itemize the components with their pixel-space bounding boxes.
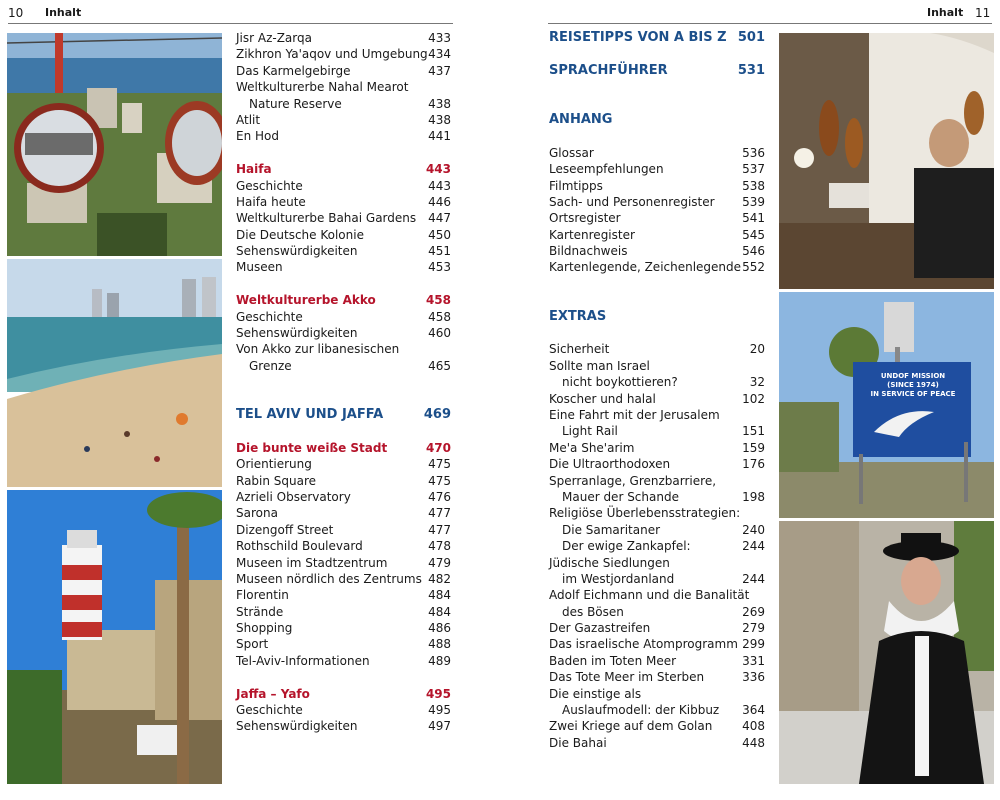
toc-entry-title: Die einstige als [549, 686, 642, 701]
toc-entry-title: nicht boykottieren? [562, 375, 678, 390]
toc-entry-title: Grenze [249, 358, 292, 373]
toc-entry-title: Sehenswürdigkeiten [236, 719, 358, 734]
toc-entry [549, 407, 765, 423]
spacer [236, 669, 451, 685]
un-sign-line2: (SINCE 1974) [887, 381, 939, 389]
toc-entry-title: Rothschild Boulevard [236, 539, 363, 554]
toc-entry-page: 477 [428, 506, 451, 521]
toc-entry-page: 539 [742, 194, 765, 209]
toc-entry-title: Azrieli Observatory [236, 489, 351, 504]
toc-entry-page: 460 [428, 326, 451, 341]
toc-entry-title: Weltkulturerbe Nahal Mearot [236, 80, 409, 95]
spacer [549, 128, 765, 144]
toc-entry-page: 495 [425, 686, 451, 701]
toc-entry-title: Der Gazastreifen [549, 621, 651, 636]
toc-entry-page: 102 [742, 391, 765, 406]
toc-entry [549, 555, 765, 571]
toc-entry [549, 341, 765, 357]
toc-entry-page: 447 [428, 211, 451, 226]
toc-entry-page: 484 [428, 588, 451, 603]
toc-entry-page: 458 [428, 309, 451, 324]
toc-entry-title: Sehenswürdigkeiten [236, 326, 358, 341]
toc-entry-page: 537 [742, 162, 765, 177]
toc-entry-title: im Westjordanland [562, 571, 675, 586]
photo-violin-maker [779, 33, 994, 289]
toc-entry-title: Geschichte [236, 178, 303, 193]
toc-entry-page: 476 [428, 489, 451, 504]
right-header-rule [548, 23, 992, 24]
toc-entry-page: 495 [428, 703, 451, 718]
toc-entry [236, 489, 451, 505]
toc-left-column [236, 30, 451, 735]
un-sign-line1: UNDOF MISSION [880, 372, 946, 380]
toc-entry [236, 30, 451, 46]
right-running-title: Inhalt [927, 6, 964, 19]
toc-entry-page: 488 [428, 637, 451, 652]
toc-entry [549, 620, 765, 636]
toc-entry-page: 159 [742, 440, 765, 455]
toc-entry-page: 475 [428, 473, 451, 488]
toc-entry [236, 505, 451, 521]
toc-entry-page: 497 [428, 719, 451, 734]
toc-entry-title: Haifa heute [236, 194, 306, 209]
toc-entry [549, 686, 765, 702]
toc-entry-title: SPRACHFÜHRER [549, 62, 668, 78]
toc-entry [236, 604, 451, 620]
toc-entry-page: 336 [742, 670, 765, 685]
toc-entry [549, 145, 765, 161]
toc-section-heading [236, 161, 451, 177]
toc-entry-page: 486 [428, 621, 451, 636]
toc-entry-title: Florentin [236, 588, 289, 603]
toc-entry-page: 299 [742, 637, 765, 652]
toc-entry [549, 636, 765, 652]
toc-entry-title: Glossar [549, 145, 594, 160]
toc-entry-title: Sach- und Personenregister [549, 194, 715, 209]
toc-entry [236, 555, 451, 571]
toc-entry-title: Kartenregister [549, 227, 635, 242]
toc-entry-title: EXTRAS [549, 308, 607, 324]
toc-entry [236, 112, 451, 128]
toc-entry [236, 96, 451, 112]
toc-entry [549, 702, 765, 718]
toc-entry-page: 20 [749, 342, 765, 357]
toc-entry [236, 243, 451, 259]
toc-entry-title: Nature Reserve [249, 96, 342, 111]
toc-entry [549, 571, 765, 587]
toc-entry [549, 178, 765, 194]
toc-entry-title: Atlit [236, 112, 261, 127]
toc-entry [549, 522, 765, 538]
toc-entry [236, 210, 451, 226]
toc-entry-page: 331 [742, 653, 765, 668]
toc-entry [549, 587, 765, 603]
toc-entry-title: Die bunte weiße Stadt [236, 440, 388, 455]
toc-entry-title: Sport [236, 637, 269, 652]
photo-undof-sign [779, 292, 994, 518]
toc-entry [549, 210, 765, 226]
toc-entry-page: 32 [749, 375, 765, 390]
toc-entry-page: 450 [428, 227, 451, 242]
left-running-title: Inhalt [45, 6, 82, 19]
toc-entry [549, 653, 765, 669]
toc-entry [236, 718, 451, 734]
toc-entry [236, 178, 451, 194]
toc-entry-page: 465 [428, 358, 451, 373]
toc-entry [236, 128, 451, 144]
toc-entry [549, 604, 765, 620]
toc-entry-page: 244 [742, 539, 765, 554]
toc-entry-page: 478 [428, 539, 451, 554]
toc-entry [549, 718, 765, 734]
toc-entry [236, 309, 451, 325]
toc-main-heading [236, 407, 451, 423]
toc-entry-page: 479 [428, 555, 451, 570]
toc-entry-page: 536 [742, 145, 765, 160]
toc-entry-title: Haifa [236, 162, 272, 177]
toc-entry [236, 358, 451, 374]
toc-entry-title: Die Bahai [549, 735, 607, 750]
toc-entry-title: Geschichte [236, 309, 303, 324]
toc-entry-page: 151 [742, 424, 765, 439]
toc-entry-page: 541 [742, 211, 765, 226]
toc-entry-title: Sarona [236, 506, 278, 521]
toc-entry [549, 440, 765, 456]
toc-entry-title: Tel-Aviv-Informationen [236, 653, 370, 668]
toc-entry [236, 620, 451, 636]
toc-entry-title: Me'a She'arim [549, 440, 635, 455]
toc-entry-title: Filmtipps [549, 178, 603, 193]
toc-entry [236, 587, 451, 603]
toc-entry-title: Kartenlegende, Zeichenlegende [549, 260, 742, 275]
toc-entry-page: 453 [428, 260, 451, 275]
toc-entry-page: 469 [423, 406, 451, 422]
toc-entry-page: 438 [428, 112, 451, 127]
toc-entry [236, 456, 451, 472]
toc-entry-title: Rabin Square [236, 473, 317, 488]
toc-entry-title: TEL AVIV UND JAFFA [236, 406, 384, 422]
toc-entry [236, 194, 451, 210]
toc-entry [236, 79, 451, 95]
toc-entry-title: Sperranlage, Grenzbarriere, [549, 473, 717, 488]
toc-entry-title: Das israelische Atomprogramm [549, 637, 738, 652]
toc-entry-page: 531 [737, 62, 765, 78]
toc-entry-title: Mauer der Schande [562, 489, 679, 504]
toc-entry-title: Eine Fahrt mit der Jerusalem [549, 407, 720, 422]
toc-entry-page: 408 [742, 719, 765, 734]
toc-entry [549, 358, 765, 374]
toc-entry-title: Geschichte [236, 703, 303, 718]
toc-entry-page: 364 [742, 703, 765, 718]
toc-entry-title: Sollte man Israel [549, 358, 650, 373]
toc-entry-title: Bildnachweis [549, 244, 628, 259]
toc-entry-title: Koscher und halal [549, 391, 656, 406]
toc-entry [236, 473, 451, 489]
toc-entry [549, 473, 765, 489]
toc-entry-page: 446 [428, 194, 451, 209]
toc-entry [549, 505, 765, 521]
toc-entry-page: 545 [742, 227, 765, 242]
toc-entry [549, 735, 765, 751]
toc-entry [549, 456, 765, 472]
spacer [549, 79, 765, 95]
toc-entry [549, 161, 765, 177]
toc-entry-title: REISETIPPS VON A BIS Z [549, 30, 727, 45]
toc-section-heading [236, 292, 451, 308]
toc-entry-title: Light Rail [562, 424, 618, 439]
toc-entry-title: des Bösen [562, 604, 624, 619]
toc-entry-title: Der ewige Zankapfel: [562, 539, 691, 554]
toc-section-heading [236, 440, 451, 456]
toc-entry [549, 423, 765, 439]
toc-entry-title: Museen [236, 260, 283, 275]
toc-entry-title: Jüdische Siedlungen [549, 555, 670, 570]
spacer [549, 325, 765, 341]
left-header-rule [8, 23, 453, 24]
spacer [549, 292, 765, 308]
spacer [236, 374, 451, 390]
toc-entry [549, 243, 765, 259]
toc-entry [236, 341, 451, 357]
toc-main-heading [549, 30, 765, 46]
toc-entry [236, 46, 451, 62]
spacer [549, 276, 765, 292]
toc-entry-title: Religiöse Überlebensstrategien: [549, 506, 741, 521]
photo-haifa-cable-car [7, 33, 222, 256]
toc-entry-page: 443 [428, 178, 451, 193]
toc-entry-title: Dizengoff Street [236, 522, 334, 537]
toc-entry-title: Die Ultraorthodoxen [549, 457, 671, 472]
toc-section-heading [236, 686, 451, 702]
toc-entry-title: ANHANG [549, 111, 613, 127]
toc-entry-page: 546 [742, 244, 765, 259]
toc-entry [549, 669, 765, 685]
left-page-number: 10 [8, 6, 24, 20]
toc-entry-page: 437 [428, 63, 451, 78]
toc-entry-title: Orientierung [236, 457, 312, 472]
toc-entry-page: 458 [425, 293, 451, 308]
toc-entry-page: 269 [742, 604, 765, 619]
toc-right-column [549, 30, 765, 751]
photo-tel-aviv-beach [7, 259, 222, 487]
toc-entry-title: Adolf Eichmann und die Banalität [549, 588, 750, 603]
toc-entry [549, 374, 765, 390]
toc-entry-page: 434 [428, 47, 451, 62]
toc-entry-title: Museen im Stadtzentrum [236, 555, 388, 570]
toc-entry-title: Weltkulturerbe Akko [236, 293, 376, 308]
toc-entry [236, 636, 451, 652]
toc-entry-page: 470 [425, 440, 451, 455]
toc-entry-title: Zwei Kriege auf dem Golan [549, 719, 713, 734]
toc-entry-title: Baden im Toten Meer [549, 653, 677, 668]
toc-entry [236, 571, 451, 587]
toc-entry-title: Jaffa – Yafo [236, 686, 310, 701]
toc-entry-title: Museen nördlich des Zentrums [236, 571, 422, 586]
toc-entry [549, 194, 765, 210]
toc-entry-page: 448 [742, 735, 765, 750]
toc-entry-title: Auslaufmodell: der Kibbuz [562, 703, 720, 718]
toc-entry-page: 489 [428, 653, 451, 668]
un-sign-line3: IN SERVICE OF PEACE [870, 390, 956, 398]
toc-entry-title: Ortsregister [549, 211, 621, 226]
toc-entry-title: Die Samaritaner [562, 522, 661, 537]
toc-entry-page: 443 [425, 162, 451, 177]
toc-entry [549, 489, 765, 505]
toc-entry-title: Die Deutsche Kolonie [236, 227, 364, 242]
toc-entry [549, 259, 765, 275]
toc-entry-page: 433 [428, 31, 451, 45]
spacer [549, 46, 765, 62]
toc-entry-title: Zikhron Ya'aqov und Umgebung [236, 47, 428, 62]
toc-entry [236, 227, 451, 243]
toc-entry-title: Das Karmelgebirge [236, 63, 351, 78]
spacer [236, 423, 451, 439]
toc-entry-title: En Hod [236, 129, 279, 144]
toc-entry [549, 538, 765, 554]
toc-entry [236, 63, 451, 79]
photo-jaffa-lighthouse [7, 490, 222, 784]
toc-entry-title: Weltkulturerbe Bahai Gardens [236, 211, 417, 226]
toc-main-heading [549, 63, 765, 79]
toc-entry-title: Shopping [236, 621, 293, 636]
toc-entry-title: Das Tote Meer im Sterben [549, 670, 705, 685]
toc-entry-page: 538 [742, 178, 765, 193]
toc-entry [549, 227, 765, 243]
toc-entry [236, 325, 451, 341]
toc-entry-page: 482 [428, 571, 451, 586]
spacer [236, 391, 451, 407]
toc-entry [236, 538, 451, 554]
toc-entry-page: 552 [742, 260, 765, 275]
toc-entry-page: 198 [742, 489, 765, 504]
toc-entry [236, 522, 451, 538]
toc-entry-title: Sehenswürdigkeiten [236, 244, 358, 259]
toc-entry-title: Strände [236, 604, 284, 619]
toc-entry-title: Leseempfehlungen [549, 162, 664, 177]
toc-entry-title: Sicherheit [549, 342, 610, 357]
toc-entry-page: 240 [742, 522, 765, 537]
toc-entry-page: 176 [742, 457, 765, 472]
toc-entry [236, 653, 451, 669]
toc-entry-title: Von Akko zur libanesischen [236, 342, 400, 357]
spacer [549, 96, 765, 112]
toc-entry-page: 501 [737, 30, 765, 45]
toc-entry-page: 279 [742, 621, 765, 636]
toc-entry-title: Jisr Az-Zarqa [236, 31, 312, 45]
toc-entry [549, 391, 765, 407]
toc-entry-page: 441 [428, 129, 451, 144]
toc-entry-page: 477 [428, 522, 451, 537]
toc-entry-page: 484 [428, 604, 451, 619]
toc-entry-page: 451 [428, 244, 451, 259]
toc-main-heading [549, 112, 765, 128]
toc-entry [236, 702, 451, 718]
spacer [236, 276, 451, 292]
toc-entry-page: 244 [742, 571, 765, 586]
spacer [236, 145, 451, 161]
photo-ultraorthodox-man [779, 521, 994, 784]
toc-main-heading [549, 309, 765, 325]
right-page-number: 11 [975, 6, 991, 20]
toc-entry [236, 259, 451, 275]
toc-entry-page: 438 [428, 96, 451, 111]
toc-entry-page: 475 [428, 457, 451, 472]
